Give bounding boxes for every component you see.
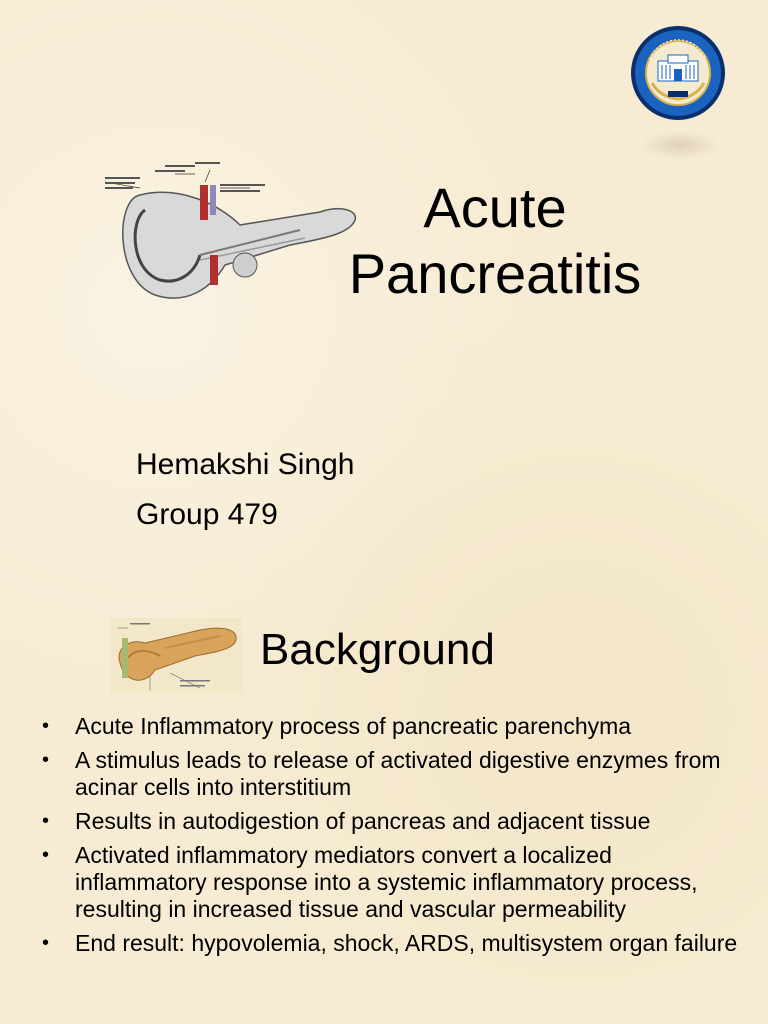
section-heading: Background xyxy=(260,625,495,674)
pancreas-photo-icon xyxy=(110,618,242,693)
title-line-1: Acute xyxy=(423,176,567,239)
bullet-item: • Results in autodigestion of pancreas and adjacent tissue xyxy=(40,808,740,835)
author-block xyxy=(136,440,354,540)
bullet-item: • Acute Inflammatory process of pancreatic parenchyma xyxy=(40,713,740,740)
bullet-item: • A stimulus leads to release of activated digestive enzymes from acinar cells into interstitium xyxy=(40,747,740,801)
university-seal-icon xyxy=(630,25,726,121)
pancreas-anatomy-diagram-icon xyxy=(100,160,360,310)
bullet-list xyxy=(40,713,740,964)
group-number: Group 479 xyxy=(136,498,278,531)
logo-shadow xyxy=(640,130,720,160)
author-name: Hemakshi Singh xyxy=(136,448,355,481)
bullet-item: • Activated inflammatory mediators convert a localized inflammatory response into a systemic inflammatory process, resulting in increased tissue and vascular permeability xyxy=(40,842,740,923)
background-slide xyxy=(0,600,768,1024)
presentation-title xyxy=(330,175,660,307)
bullet-item: • End result: hypovolemia, shock, ARDS, multisystem organ failure xyxy=(40,930,740,957)
title-line-2: Pancreatitis xyxy=(348,242,642,305)
